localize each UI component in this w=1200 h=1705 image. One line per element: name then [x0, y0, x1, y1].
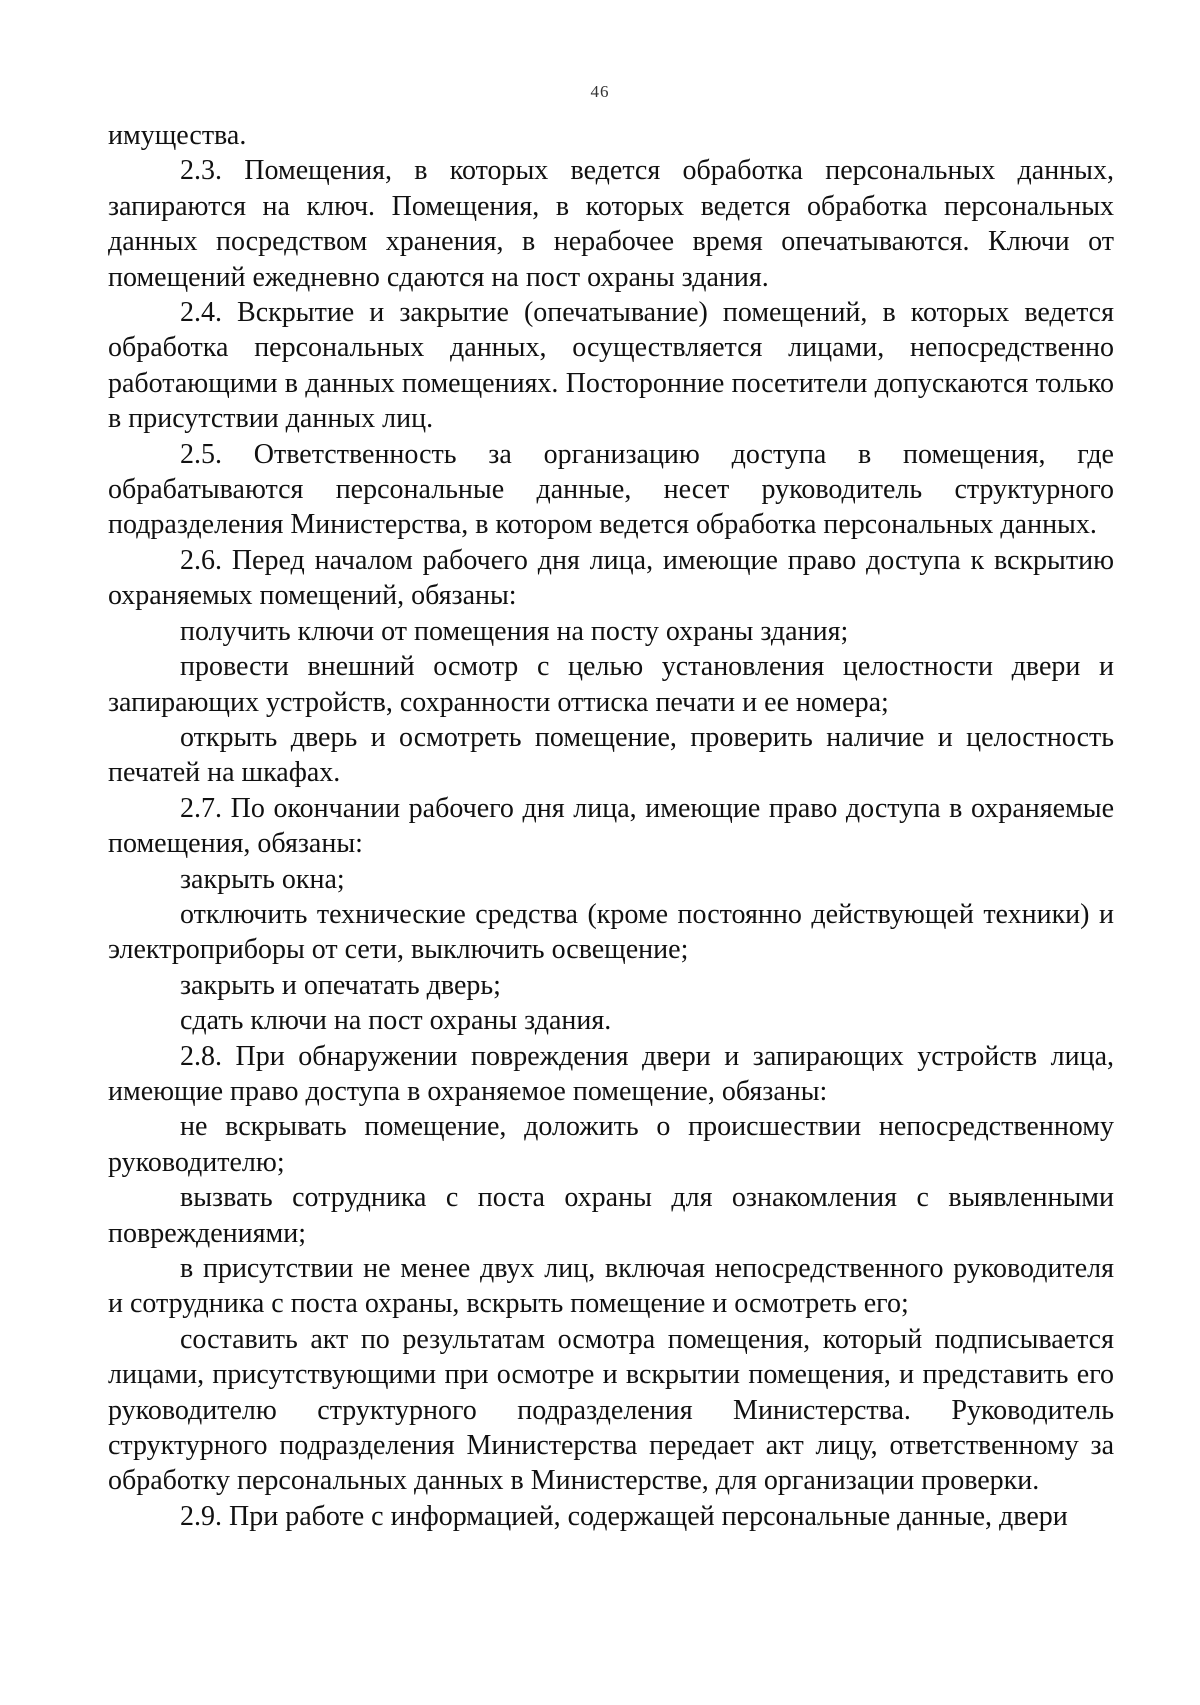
list-item: получить ключи от помещения на посту охраны здания; — [180, 615, 849, 647]
list-item: открыть дверь и осмотреть помещение, проверить наличие и целостность печатей на шкафах. — [108, 721, 1114, 789]
document-body — [108, 118, 1114, 1534]
list-item: сдать ключи на пост охраны здания. — [180, 1005, 612, 1037]
paragraph-2-6: 2.6. Перед началом рабочего дня лица, имеющие право доступа к вскрытию охраняемых помещений, обязаны: — [108, 544, 1114, 612]
paragraph-2-8: 2.8. При обнаружении повреждения двери и запирающих устройств лица, имеющие право доступа в охраняемое помещение, обязаны: — [108, 1040, 1114, 1107]
list-item: закрыть окна; — [180, 863, 345, 895]
list-item: в присутствии не менее двух лиц, включая непосредственного руководителя и сотрудника с поста охраны, вскрыть помещение и осмотреть его; — [108, 1253, 1114, 1320]
paragraph-2-5: 2.5. Ответственность за организацию доступа в помещения, где обрабатываются персональные данные, несет руководитель структурного подразделения Министерства, в котором ведется обработка персональных данных. — [108, 438, 1114, 541]
page-number: 46 — [590, 82, 610, 101]
paragraph-continuation: имущества. — [108, 120, 247, 151]
list-item: составить акт по результатам осмотра помещения, который подписывается лицами, присутствующими при осмотре и вскрытии помещения, и представить его руководителю структурного подразделения Министерства. Руководитель структурного подразделения Министерства передает акт лицу, ответственному за обработку персональных данных в Министерстве, для организации проверки. — [108, 1323, 1114, 1497]
list-item: отключить технические средства (кроме постоянно действующей техники) и электроприборы от сети, выключить освещение; — [108, 898, 1114, 966]
paragraph-2-9: 2.9. При работе с информацией, содержащей персональные данные, двери — [180, 1500, 1068, 1532]
paragraph-2-3: 2.3. Помещения, в которых ведется обработка персональных данных, запираются на ключ. Помещения, в которых ведется обработка персональных данных посредством хранения, в нерабочее время опечатываются. Ключи от помещений ежедневно сдаются на пост охраны здания. — [108, 155, 1114, 293]
list-item: вызвать сотрудника с поста охраны для ознакомления с выявленными повреждениями; — [108, 1182, 1114, 1249]
list-item: закрыть и опечатать дверь; — [180, 969, 501, 1001]
list-item: не вскрывать помещение, доложить о происшествии непосредственному руководителю; — [108, 1111, 1114, 1178]
paragraph-2-4: 2.4. Вскрытие и закрытие (опечатывание) помещений, в которых ведется обработка персональных данных, осуществляется лицами, непосредственно работающими в данных помещениях. Посторонние посетители допускаются только в присутствии данных лиц. — [108, 297, 1114, 435]
list-item: провести внешний осмотр с целью установления целостности двери и запирающих устройств, сохранности оттиска печати и ее номера; — [108, 651, 1114, 718]
paragraph-2-7: 2.7. По окончании рабочего дня лица, имеющие право доступа в охраняемые помещения, обязаны: — [108, 792, 1114, 860]
